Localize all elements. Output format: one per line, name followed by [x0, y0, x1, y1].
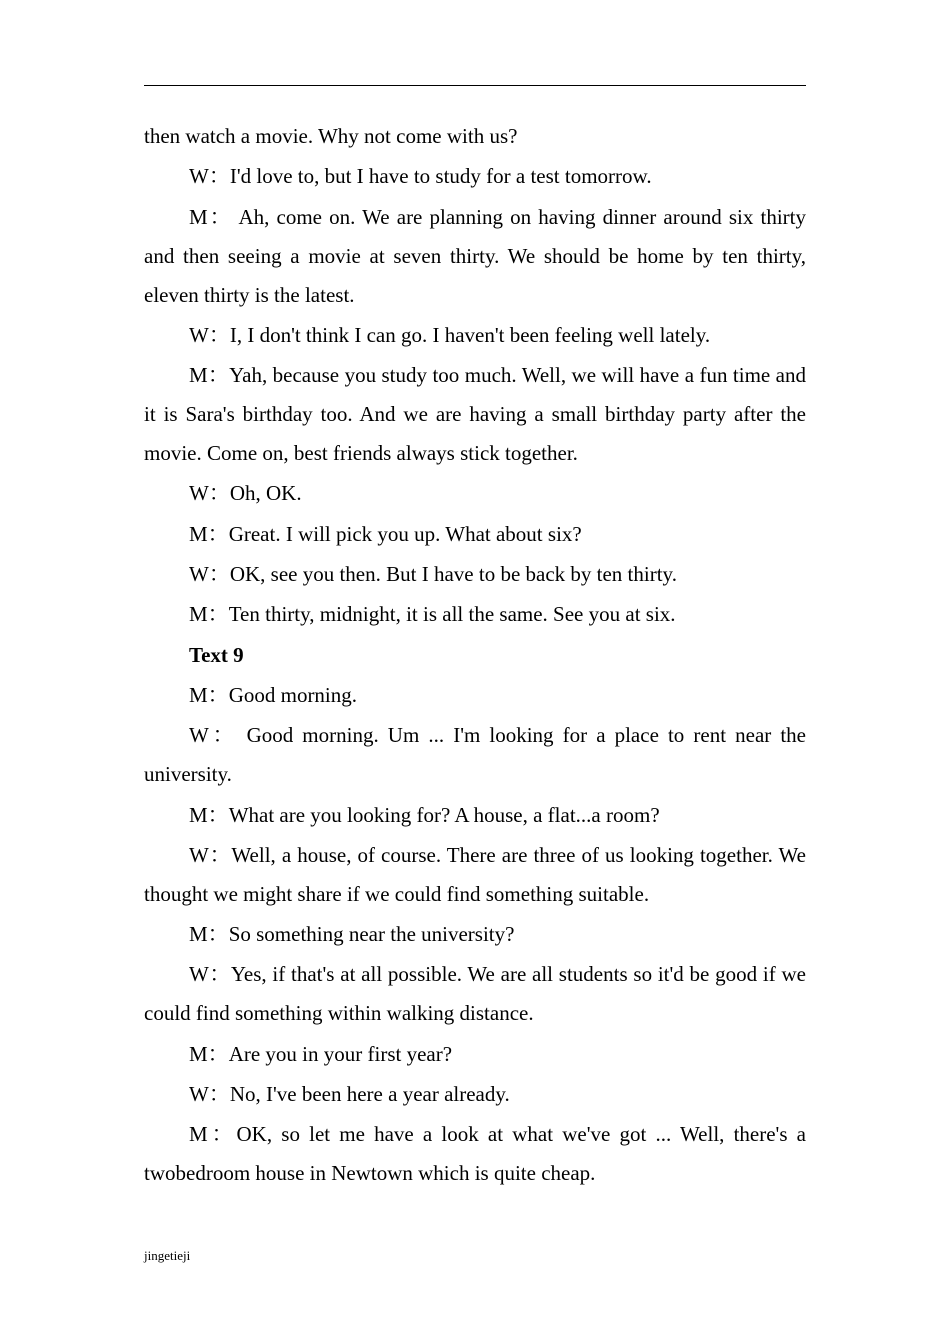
speaker-label: M：: [189, 922, 229, 947]
dialogue-line: M：So something near the university?: [189, 922, 515, 947]
dialogue-line: M：Are you in your first year?: [189, 1041, 453, 1066]
dialogue-line: W：Well, a house, of course. There are three of us looking together. We thought we might share if we could find something suitable.: [144, 842, 806, 906]
speaker-label: W：: [189, 1082, 230, 1107]
dialogue-line: M：OK, so let me have a look at what we've got ... Well, there's a twobedroom house in Newtown which is quite cheap.: [144, 1122, 806, 1186]
dialogue-line: W：No, I've been here a year already.: [189, 1082, 510, 1107]
speaker-label: M：: [189, 1122, 237, 1147]
speaker-label: W：: [189, 164, 230, 189]
dialogue-line: M： Ah, come on. We are planning on having dinner around six thirty and then seeing a movie at seven thirty. We should be home by ten thirty, eleven thirty is the latest.: [144, 204, 806, 307]
dialogue-line: W：I, I don't think I can go. I haven't been feeling well lately.: [189, 322, 711, 347]
dialogue-line: W：I'd love to, but I have to study for a test tomorrow.: [189, 164, 652, 189]
speaker-label: W：: [189, 962, 231, 987]
dialogue-line: M：Good morning.: [189, 682, 358, 707]
document-body: [144, 117, 806, 1195]
speaker-label: M：: [189, 521, 229, 546]
header-rule: [144, 85, 806, 86]
speaker-label: M：: [189, 802, 229, 827]
dialogue-line: W：OK, see you then. But I have to be back by ten thirty.: [189, 562, 677, 587]
speaker-label: M：: [189, 682, 229, 707]
dialogue-line: M：Yah, because you study too much. Well, we will have a fun time and it is Sara's birthday too. And we are having a small birthday party after the movie. Come on, best friends always stick together.: [144, 363, 806, 466]
dialogue-line: M：What are you looking for? A house, a flat...a room?: [189, 802, 660, 827]
dialogue-line: W：Oh, OK.: [189, 481, 302, 506]
speaker-label: W：: [189, 322, 230, 347]
dialogue-line: W：Yes, if that's at all possible. We are all students so it'd be good if we could find something within walking distance.: [144, 962, 806, 1026]
speaker-label: W：: [189, 723, 238, 748]
dialogue-line: M：Ten thirty, midnight, it is all the same. See you at six.: [189, 602, 676, 627]
dialogue-line: W： Good morning. Um ... I'm looking for a place to rent near the university.: [144, 723, 806, 787]
speaker-label: M：: [189, 363, 230, 388]
paragraph-continuation: then watch a movie. Why not come with us?: [144, 124, 518, 148]
speaker-label: M：: [189, 1041, 229, 1066]
section-heading: Text 9: [189, 642, 244, 667]
page-footer: jingetieji: [144, 1248, 191, 1263]
speaker-label: M：: [189, 204, 233, 229]
dialogue-line: M：Great. I will pick you up. What about six?: [189, 521, 582, 546]
speaker-label: W：: [189, 562, 230, 587]
speaker-label: W：: [189, 842, 232, 867]
speaker-label: W：: [189, 481, 230, 506]
speaker-label: M：: [189, 602, 229, 627]
